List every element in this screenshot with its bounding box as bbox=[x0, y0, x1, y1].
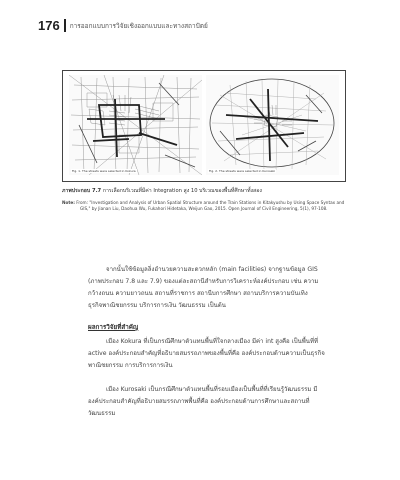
page-number: 176 bbox=[38, 18, 60, 33]
figure-maps bbox=[62, 70, 346, 182]
figure-note-line-2: GIS," by Jianan Liu, Daohua Wu, Fukahori Hidetaka, Weijun Gao, 2015. Open Journal of Civil Engineering, 5(1), 97-108. bbox=[80, 206, 328, 212]
section-heading: ผลการวิจัยที่สำคัญ bbox=[88, 324, 139, 331]
kokura-street-network-map bbox=[69, 75, 202, 175]
running-title: การออกแบบการวิจัยเชิงออกแบบและทางสถาปัตย์ bbox=[69, 21, 208, 30]
figure-caption-text: การเลือกบริเวณที่มีค่า Integration สูง 10 บริเวณของพื้นที่ศึกษาทั้งสอง bbox=[102, 188, 262, 194]
paragraph-line: กว้างถนน ความยาวถนน สถานที่ราชการ สถานีบการศึกษา สถานบริการความบันเทิง bbox=[88, 290, 308, 297]
left-map-strip: Fig. 1. The streets were selected in Kokura bbox=[72, 169, 136, 173]
paragraph-line: เมือง Kurosaki เป็นกรณีศึกษาตัวแทนพื้นที่รอบเมืองเป็นพื้นที่ที่เรียนรู้วัฒนธรรม มี bbox=[106, 386, 318, 393]
figure-note-label: Note: bbox=[62, 200, 75, 205]
kokura-map bbox=[69, 75, 202, 175]
paragraph-line: วัฒนธรรม bbox=[88, 410, 116, 417]
figure-caption bbox=[62, 188, 362, 195]
page-header bbox=[38, 18, 208, 33]
figure-caption-label: ภาพประกอบ 7.7 bbox=[62, 188, 102, 194]
paragraph-line: เมือง Kokura ที่เป็นกรณีศึกษาตัวแทนพื้นที่ใจกลางเมือง มีค่า int สูงคือ เป็นพื้นที่ที่ bbox=[106, 338, 318, 345]
figure-note bbox=[62, 200, 357, 213]
right-map-strip: Fig. 2. The streets were selected in Kurosaki bbox=[209, 169, 276, 173]
paragraph-line: active องค์ประกอบสำคัญที่อธิบายสมรรถภาพของพื้นที่คือ องค์ประกอบด้านความเป็นธุรกิจ bbox=[88, 350, 325, 357]
paragraph-kokura bbox=[88, 336, 378, 372]
paragraph-line: ธุรกิจพาณิชยกรรม บริการการเงิน วัฒนธรรม เป็นต้น bbox=[88, 302, 226, 309]
figure-note-line-1: From: "Investigation and Analysis of Urban Spatial Structure around the Train Stations in Kitakyushu by Using Space Syntax and bbox=[76, 200, 345, 205]
header-divider bbox=[64, 19, 66, 32]
paragraph-kurosaki bbox=[88, 384, 378, 420]
paragraph-line: จากนั้นใช้ข้อมูลลิ่งอำนวยความสะดวกหลัก (main facilities) จากฐานข้อมูล GIS bbox=[106, 266, 318, 273]
paragraph-line: องค์ประกอบสำคัญที่อธิบายสมรรถภาพพื้นที่คือ องค์ประกอบด้านการศึกษาและสถานที่ bbox=[88, 398, 310, 405]
paragraph-line: (ภาพประกอบ 7.8 และ 7.9) ของแต่ละสถานีสำหรับการวิเคราะห์องค์ประกอบ เช่น ความ bbox=[88, 278, 319, 285]
paragraph-facilities bbox=[88, 264, 378, 312]
kurosaki-street-network-map bbox=[206, 75, 339, 175]
kurosaki-map bbox=[206, 75, 339, 175]
paragraph-line: พาณิชยกรรม การบริการการเงิน bbox=[88, 362, 173, 369]
